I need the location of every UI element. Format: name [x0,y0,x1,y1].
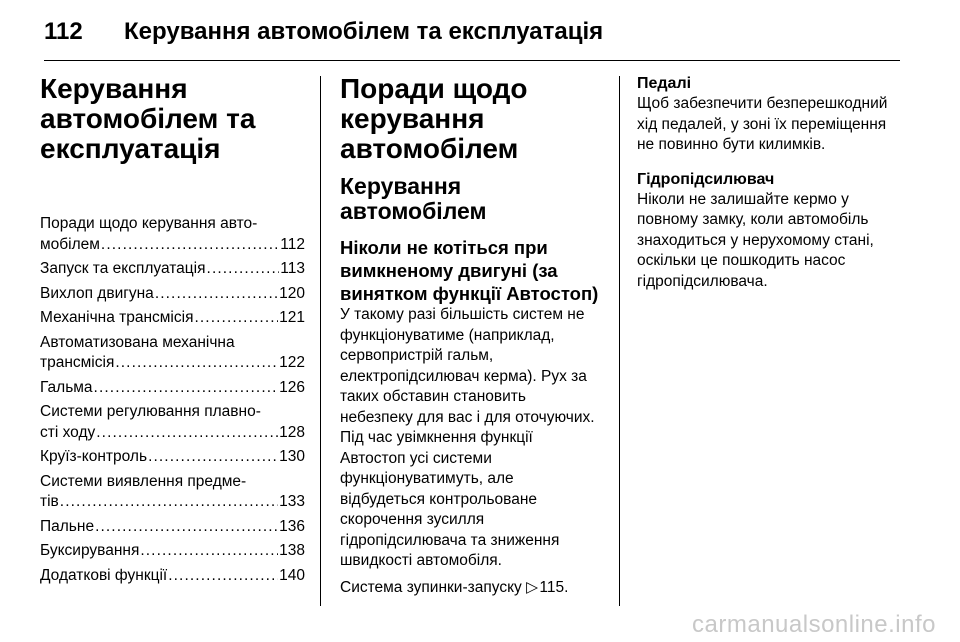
text-line: відбудеться контрольоване [340,490,538,508]
text-line: Щоб забезпечити безперешкодний [637,95,888,112]
right-column [637,74,912,306]
toc-leader-dots [95,517,278,538]
toc-leader-dots [168,566,278,587]
reference-text: Система зупинки-запуску [340,578,522,596]
toc-leader-dots [96,423,278,444]
toc-entry-line: Поради щодо керування авто- [40,215,258,232]
pedals-heading: Педалі [637,75,692,92]
toc-page-number: 128 [279,423,305,441]
toc-entry[interactable] [40,259,305,280]
toc-entry-label: Гальма [40,378,93,396]
page-reference-arrow-icon: ▷ [526,578,539,596]
toc-leader-dots [60,492,278,513]
toc-entry-label: тів [40,493,59,510]
toc-entry-leader-line [40,235,305,256]
pedals-block [637,74,912,156]
warning-heading [340,236,605,305]
page-number: 112 [44,18,83,45]
chapter-title-line: експлуатація [40,133,221,164]
warning-heading-line: винятком функції Автостоп) [340,283,599,304]
running-title: Керування автомобілем та експлуатація [124,18,604,45]
text-line: не повинно бути килимків. [637,136,826,153]
toc-entry[interactable] [40,308,305,329]
toc-entry[interactable] [40,517,305,538]
toc-entry-leader-line [40,566,305,587]
text-line: функціонуватиме (наприклад, [340,326,555,344]
toc-entry-label: Буксирування [40,542,140,559]
section-title-line: Поради щодо [340,73,528,104]
toc-page-number: 140 [279,566,305,584]
watermark: carmanualsonline.info [692,611,936,638]
toc-entry[interactable] [40,566,305,587]
toc-entry[interactable] [40,447,305,468]
toc-entry-leader-line [40,308,305,329]
toc-leader-dots [101,235,279,256]
toc-entry-label: Вихлоп двигуна [40,284,154,302]
toc-entry-label: сті ходу [40,423,96,441]
chapter-title-line: Керування [40,73,188,104]
text-line: хід педалей, у зоні їх переміщення [637,115,887,133]
toc-entry-leader-line [40,423,305,444]
table-of-contents [40,214,305,586]
toc-page-number: 126 [279,378,305,396]
text-line: оскільки це пошкодить насос [637,252,846,269]
toc-leader-dots [115,353,278,374]
reference-page: 115. [539,578,569,596]
toc-leader-dots [140,541,278,562]
section-title-line: автомобілем [340,133,519,164]
toc-page-number: 136 [279,517,305,535]
toc-entry-label: Додаткові функції [40,566,168,584]
text-line: скорочення зусилля [340,511,485,528]
toc-entry[interactable] [40,333,305,374]
toc-entry-leader-line [40,492,305,513]
toc-leader-dots [155,284,278,305]
toc-entry-leader-line [40,541,305,562]
pedals-text [637,94,912,156]
section-column [340,74,605,598]
toc-page-number: 112 [280,235,305,253]
text-line: Під час увімкнення функції [340,429,533,446]
text-line: електропідсилювач керма). Рух за [340,367,587,385]
text-line: знаходиться у нерухомому стані, [637,231,874,249]
section-title-line: керування [340,103,485,134]
cross-reference[interactable] [340,578,605,599]
toc-entry-leader-line [40,353,305,374]
column-divider [320,76,321,606]
toc-page-number: 133 [279,493,305,510]
text-line: таких обставин становить [340,388,526,405]
chapter-title [40,74,305,164]
chapter-column [40,74,305,590]
toc-entry-leader-line [40,284,305,305]
toc-page-number: 130 [279,448,305,465]
toc-entry-label: мобілем [40,235,100,253]
text-line: гідропідсилювача. [637,272,768,290]
warning-heading-line: вимкненому двигуні (за [340,260,558,281]
column-divider [619,76,620,606]
section-subtitle: Керування автомобілем [340,173,487,224]
toc-entry[interactable] [40,472,305,513]
toc-leader-dots [148,447,278,468]
toc-entry-line: Системи регулювання плавно- [40,403,261,420]
toc-entry-leader-line [40,259,305,280]
toc-entry-leader-line [40,517,305,538]
text-line: сервопристрій гальм, [340,347,494,364]
toc-entry[interactable] [40,402,305,443]
toc-page-number: 121 [279,309,305,326]
toc-entry-label: Круїз-контроль [40,448,148,465]
toc-entry-line: Системи виявлення предме- [40,472,247,490]
toc-entry-label: трансмісія [40,354,115,371]
text-line: Автостоп усі системи [340,449,492,467]
warning-heading-line: Ніколи не котіться при [340,237,548,258]
toc-entry-line: Автоматизована механічна [40,333,235,351]
text-line: Ніколи не залишайте кермо у [637,190,849,208]
page-header [44,14,904,54]
text-line: швидкості автомобіля. [340,552,502,569]
text-line: небезпеку для вас і для оточуючих. [340,408,595,426]
header-rule [44,60,900,61]
toc-entry-label: Механічна трансмісія [40,309,194,326]
toc-page-number: 113 [280,260,305,277]
steering-block [637,170,912,293]
toc-entry[interactable] [40,541,305,562]
text-line: повному замку, коли автомобіль [637,211,869,228]
toc-leader-dots [194,308,278,329]
steering-heading: Гідропідсилювач [637,170,775,188]
text-line: гідропідсилювача та зниження [340,531,560,549]
toc-entry[interactable] [40,378,305,399]
toc-entry[interactable] [40,284,305,305]
warning-paragraph [340,305,605,572]
toc-leader-dots [207,259,280,280]
section-title [340,74,605,164]
text-line: У такому разі більшість систем не [340,306,585,323]
chapter-title-line: автомобілем та [40,103,256,134]
text-line: функціонуватимуть, але [340,470,514,487]
toc-page-number: 138 [279,542,305,559]
steering-text [637,190,912,293]
toc-leader-dots [94,378,279,399]
toc-page-number: 122 [279,354,305,371]
toc-entry-label: Запуск та експлуатація [40,260,206,277]
toc-entry-leader-line [40,378,305,399]
toc-entry-leader-line [40,447,305,468]
toc-page-number: 120 [279,284,305,302]
toc-entry-label: Пальне [40,517,95,535]
toc-entry[interactable] [40,214,305,255]
